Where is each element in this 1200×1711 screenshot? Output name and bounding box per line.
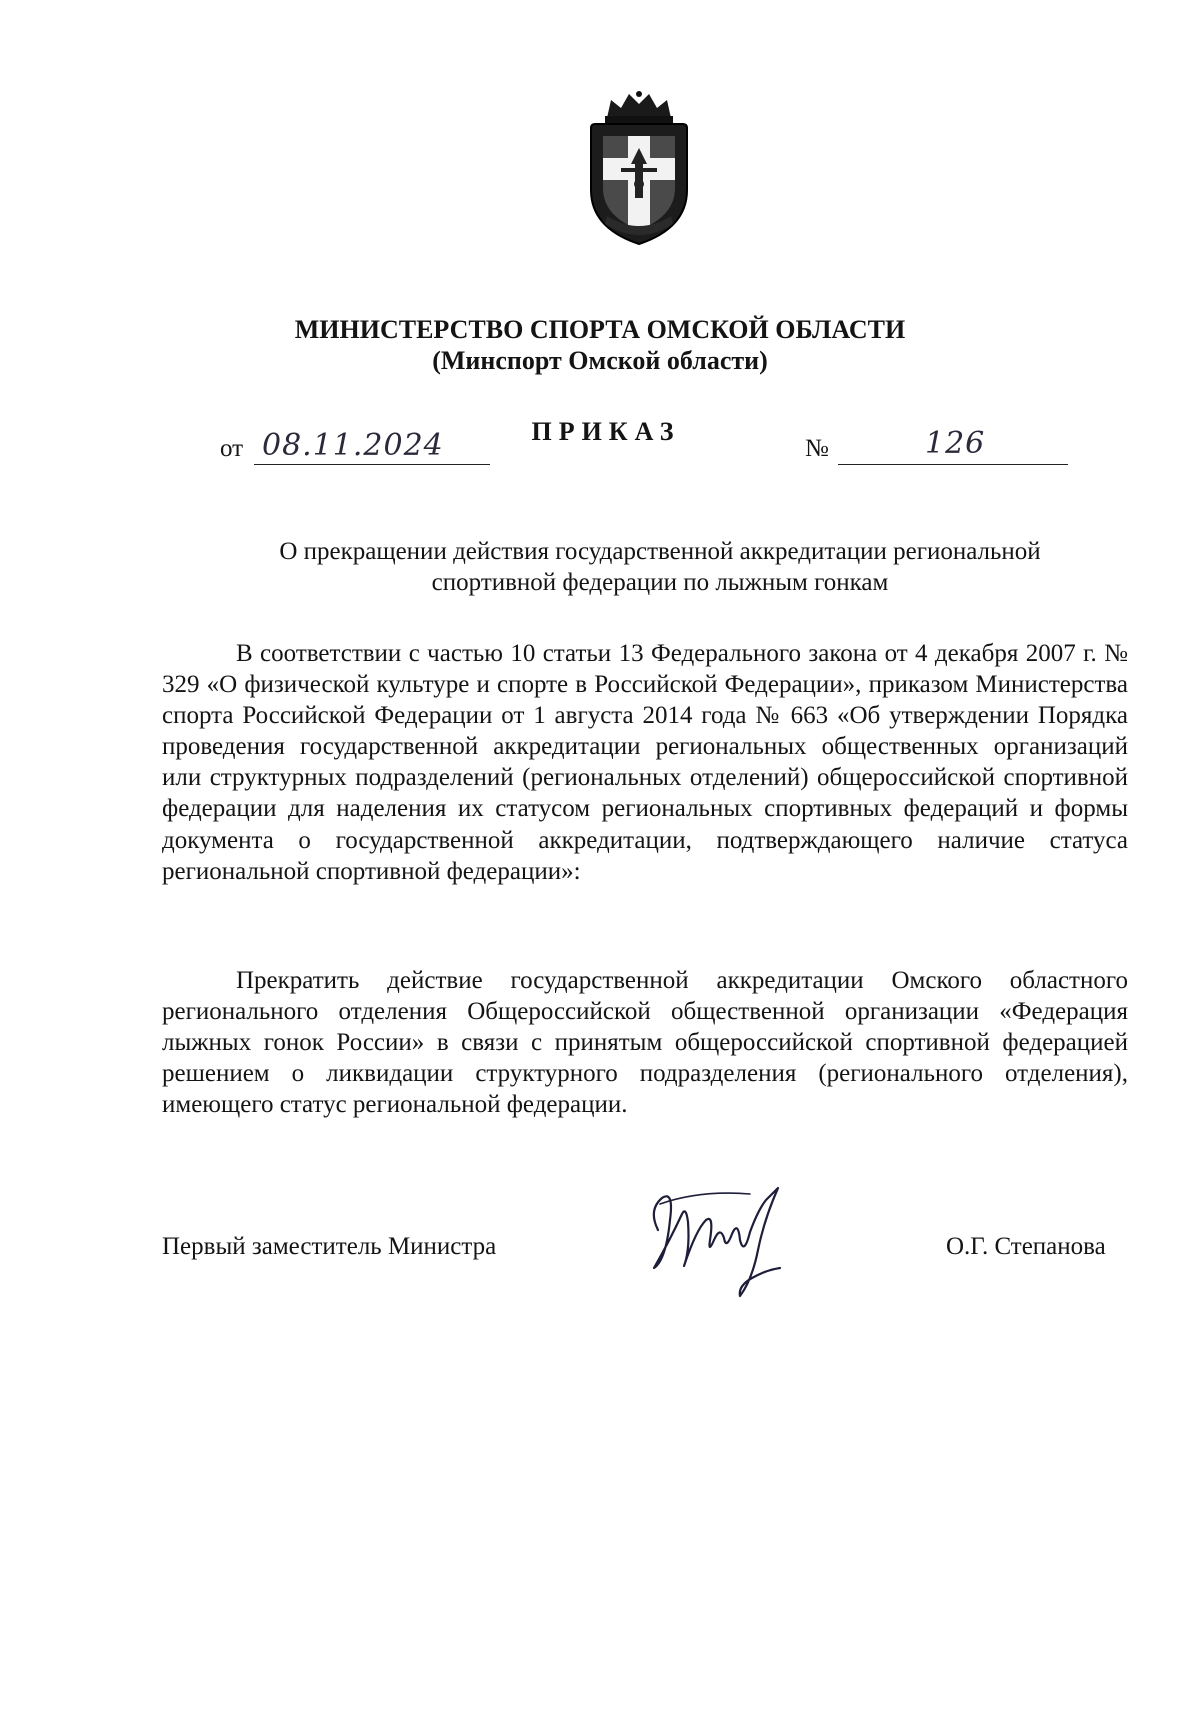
handwritten-signature xyxy=(640,1170,820,1300)
operative-paragraph: Прекратить действие государственной аккредитации Омского областного регионального отделения Общероссийской общественной организации «Федерация лыжных гонок России» в связи с принятым общероссийской спортивной федерацией решением о ликвидации структурного подразделения (регионального отделения), имеющего статус региональной федерации. xyxy=(162,967,1128,1119)
handwritten-date: 08.11.2024 xyxy=(262,428,444,463)
signatory-name: О.Г. Степанова xyxy=(946,1233,1106,1260)
order-subject-line-1: О прекращении действия государственной аккредитации региональной xyxy=(279,538,1041,565)
signatory-position: Первый заместитель Министра xyxy=(162,1233,497,1260)
number-prefix: № xyxy=(805,435,829,462)
order-subject-line-2: спортивной федерации по лыжным гонкам xyxy=(431,569,889,596)
ministry-name: МИНИСТЕРСТВО СПОРТА ОМСКОЙ ОБЛАСТИ xyxy=(294,315,906,344)
preamble-paragraph: В соответствии с частью 10 статьи 13 Федерального закона от 4 декабря 2007 г. № 329 «О физической культуре и спорте в Российской Федерации», приказом Министерства спорта Российской Федерации от 1 августа 2014 года № 663 «Об утверждении Порядка проведения государственной аккредитации региональных общественных организаций или структурных подразделений (региональных отделений) общероссийской спортивной федерации для наделения их статусом региональных спортивных федераций и формы документа о государственной аккредитации, подтверждающего наличие статуса региональной спортивной федерации»: xyxy=(162,640,1128,885)
number-underline xyxy=(838,464,1068,465)
date-prefix: от xyxy=(220,435,244,462)
omsk-coat-of-arms-icon xyxy=(577,88,701,248)
document-type-title: ПРИКАЗ xyxy=(531,417,681,446)
ministry-short-name: (Минспорт Омской области) xyxy=(432,346,768,375)
handwritten-number: 126 xyxy=(925,426,986,461)
date-underline xyxy=(254,464,490,465)
